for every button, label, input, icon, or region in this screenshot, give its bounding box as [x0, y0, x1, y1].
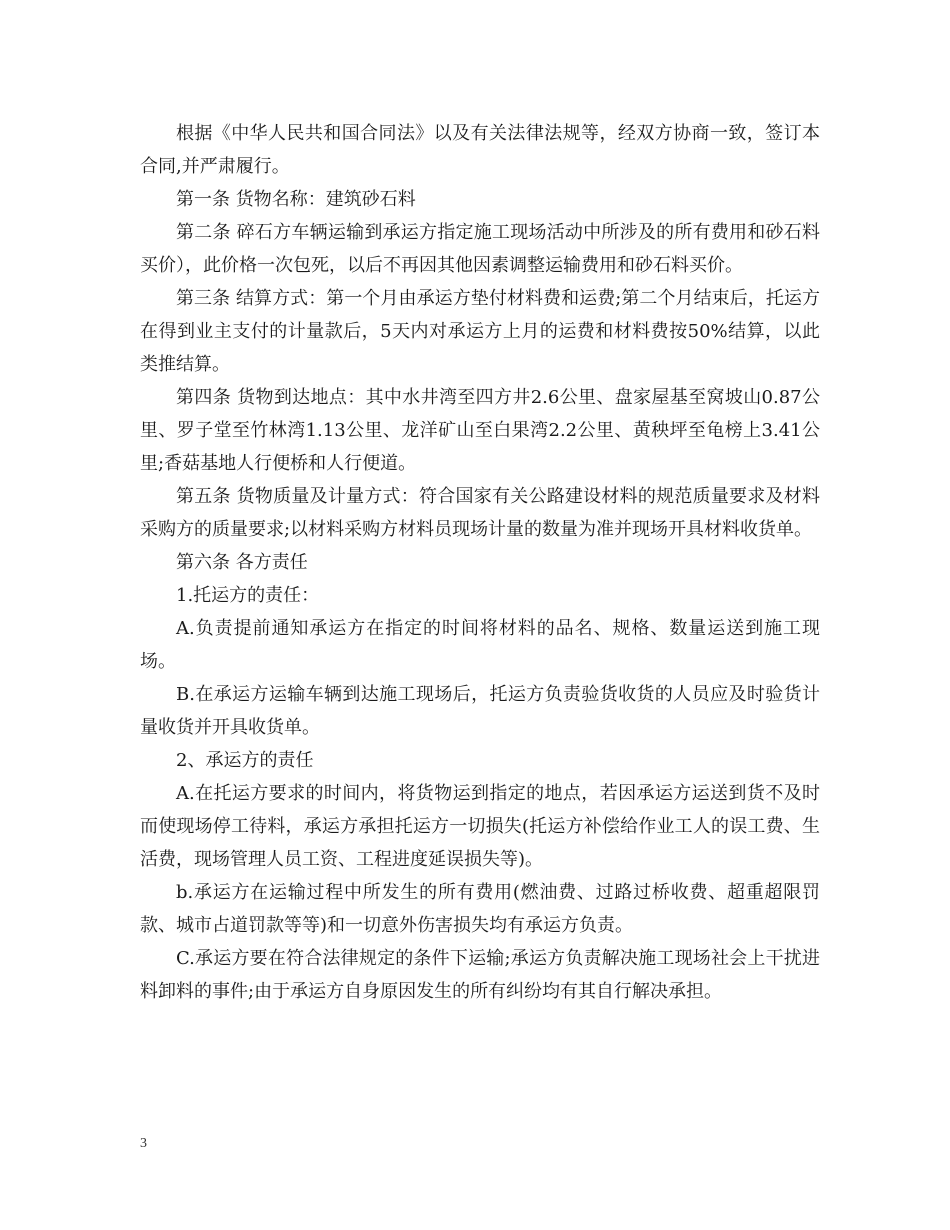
paragraph-carrier-a: A.在托运方要求的时间内，将货物运到指定的地点，若因承运方运送到货不及时而使现场停工待料，承运方承担托运方一切损失(托运方补偿给作业工人的误工费、生活费，现场管理人员工资、工程进度延误损失等)。 — [140, 783, 820, 870]
paragraph-carrier-c: C.承运方要在符合法律规定的条件下运输;承运方负责解决施工现场社会上干扰进料卸料的事件;由于承运方自身原因发生的所有纠纷均有其自行解决承担。 — [140, 948, 820, 1002]
document-body — [140, 117, 820, 1008]
paragraph-article-3: 第三条 结算方式：第一个月由承运方垫付材料费和运费;第二个月结束后，托运方在得到业主支付的计量款后，5天内对承运方上月的运费和材料费按50%结算，以此类推结算。 — [140, 288, 820, 375]
paragraph-shipper-a: A.负责提前通知承运方在指定的时间将材料的品名、规格、数量运送到施工现场。 — [140, 618, 820, 672]
paragraph-article-4: 第四条 货物到达地点：其中水井湾至四方井2.6公里、盘家屋基至窝坡山0.87公里、罗子堂至竹林湾1.13公里、龙洋矿山至白果湾2.2公里、黄秧坪至龟榜上3.41公里;香菇基地人行便桥和人行便道。 — [140, 387, 820, 474]
paragraph-carrier-heading: 2、承运方的责任 — [176, 750, 314, 771]
paragraph-article-5: 第五条 货物质量及计量方式：符合国家有关公路建设材料的规范质量要求及材料采购方的质量要求;以材料采购方材料员现场计量的数量为准并现场开具材料收货单。 — [140, 486, 820, 540]
paragraph-preamble: 根据《中华人民共和国合同法》以及有关法律法规等，经双方协商一致，签订本合同,并严肃履行。 — [140, 123, 820, 177]
paragraph-article-2: 第二条 碎石方车辆运输到承运方指定施工现场活动中所涉及的所有费用和砂石料买价），此价格一次包死，以后不再因其他因素调整运输费用和砂石料买价。 — [140, 222, 820, 276]
paragraph-carrier-b: b.承运方在运输过程中所发生的所有费用(燃油费、过路过桥收费、超重超限罚款、城市占道罚款等等)和一切意外伤害损失均有承运方负责。 — [140, 882, 820, 936]
paragraph-shipper-heading: 1.托运方的责任： — [176, 585, 320, 606]
paragraph-shipper-b: B.在承运方运输车辆到达施工现场后，托运方负责验货收货的人员应及时验货计量收货并开具收货单。 — [140, 684, 820, 738]
paragraph-article-6: 第六条 各方责任 — [176, 552, 308, 573]
page-number: 3 — [140, 1136, 147, 1151]
paragraph-article-1: 第一条 货物名称：建筑砂石料 — [176, 189, 416, 210]
